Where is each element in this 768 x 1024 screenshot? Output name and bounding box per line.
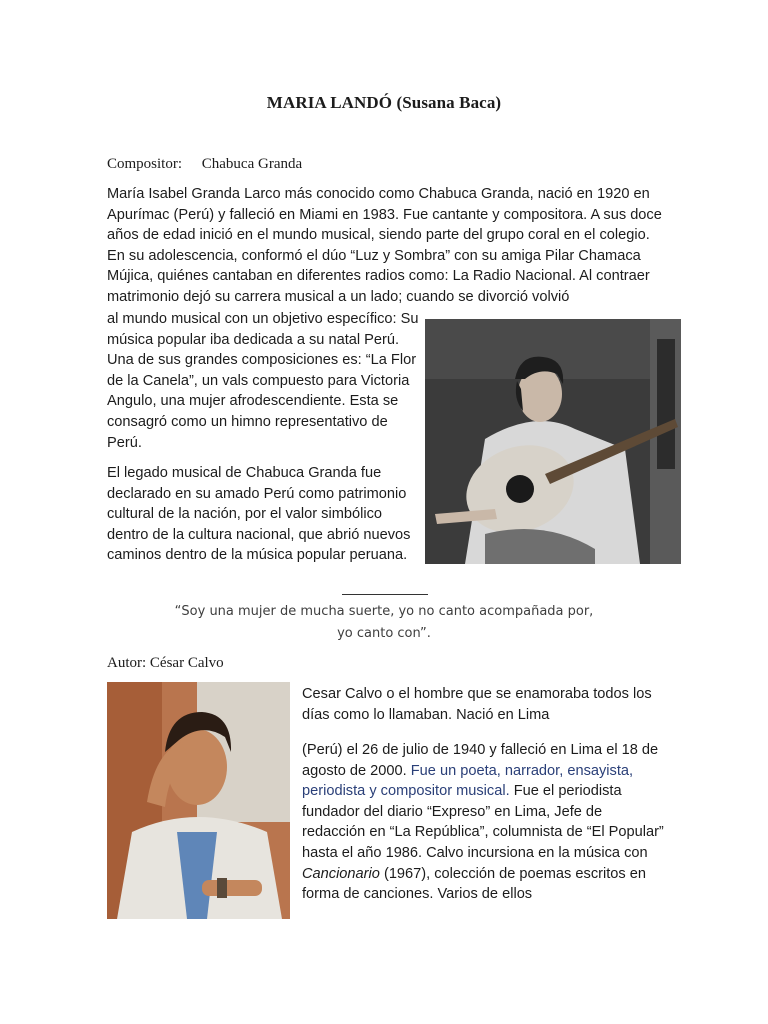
- author-work-title: Cancionario: [302, 865, 380, 882]
- composer-line: [107, 156, 302, 173]
- composer-bio-paragraph-3: El legado musical de Chabuca Granda fue declarado en su amado Perú como patrimonio cultural de la nación, por el valor simbólico dentro de la cultura nacional, que abrió nuevos caminos dentro de la música popular peruana.: [107, 465, 411, 564]
- author-roles-text: Fue un poeta, narrador, ensayista, periodista y compositor musical.: [302, 762, 634, 800]
- chabuca-granda-photo: [425, 319, 681, 564]
- page-title: MARIA LANDÓ (Susana Baca): [266, 93, 502, 112]
- author-label: Autor:: [107, 655, 147, 671]
- quote-line-2: yo canto con”.: [337, 626, 431, 641]
- composer-bio-paragraph-2: al mundo musical con un objetivo específico: Su música popular iba dedicada a su natal Perú. Una de sus grandes composiciones es: “La Flor de la Canela”, un vals compuesto para Victoria Angulo, una mujer afrodescendiente. Esta se consagró como un himno representativo de Perú.: [107, 311, 419, 451]
- composer-bio-paragraph-1: María Isabel Granda Larco más conocido como Chabuca Granda, nació en 1920 en Apurímac (Perú) y falleció en Miami en 1983. Fue cantante y compositora. A sus doce años de edad inició en el mundo musical, siendo parte del grupo coral en el colegio. En su adolescencia, conformó el dúo “Luz y Sombra” con su amiga Pilar Chamaca Mújica, quiénes cantaban en diferentes radios como: La Radio Nacional. Al contraer matrimonio dejó su carrera musical a un lado; cuando se divorció volvió: [107, 186, 662, 305]
- author-line: [107, 655, 224, 672]
- author-bio-text-2: Fue el periodista fundador del diario “Expreso” en Lima, Jefe de redacción en “La República”, columnista de “El Popular” hasta el año 1986. Calvo incursiona en la música con: [302, 783, 664, 861]
- author-bio-paragraph-1: Cesar Calvo o el hombre que se enamoraba todos los días como lo llamaban. Nació en Lima: [302, 686, 652, 723]
- author-bio-paragraph-2: [302, 740, 664, 905]
- author-bio-text-3: (1967), colección de poemas escritos en forma de canciones. Varios de ellos: [302, 865, 646, 903]
- composer-label: Compositor:: [107, 156, 183, 172]
- author-name: César Calvo: [149, 655, 224, 671]
- quote-block: [0, 601, 768, 645]
- cesar-calvo-photo: [107, 682, 290, 919]
- quote-divider: [342, 594, 428, 595]
- quote-line-1: “Soy una mujer de mucha suerte, yo no canto acompañada por,: [174, 604, 594, 619]
- composer-name: Chabuca Granda: [201, 156, 303, 172]
- author-bio-text-1: (Perú) el 26 de julio de 1940 y falleció en Lima el 18 de agosto de 2000.: [302, 742, 659, 779]
